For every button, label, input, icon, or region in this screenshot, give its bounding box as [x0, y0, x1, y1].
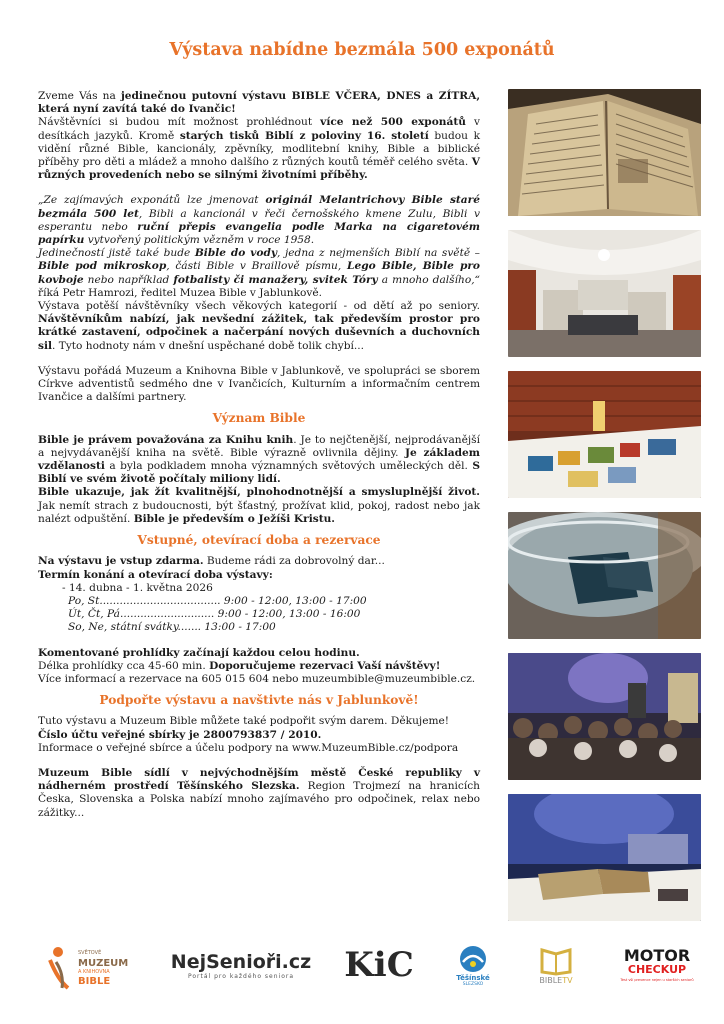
photo-water-bible: [508, 512, 701, 639]
photo-night-display: [508, 794, 701, 921]
nejsenior-wordmark: NejSenioři.cz: [170, 950, 312, 973]
photo-column: [508, 89, 701, 935]
photo-audience: [508, 653, 701, 780]
page-title: Výstava nabídne bezmála 500 exponátů: [169, 40, 555, 60]
visitors-paragraph: Výstava potěší návštěvníky všech věkových kategorií - od dětí až po seniory. Návštěvníkům nabízí, jak nevšední zážitek, tak především prostor pro krátké zastavení, odpočinek a načerpání nových duševních a duchovních sil. Tyto hodnoty nám v dnešní uspěchané době tolik chybí...: [38, 300, 480, 352]
logo-motor-checkup: MOTOR CHECKUP Test vší prevence nejen u starších seniorů: [620, 946, 694, 982]
svg-text:MUZEUM: MUZEUM: [78, 958, 129, 969]
entry-free: Na výstavu je vstup zdarma. Budeme rádi za dobrovolný dar...: [38, 555, 385, 568]
tours-length: Délka prohlídky cca 45-60 min. Doporučujeme rezervaci Vaší návštěvy!: [38, 659, 441, 672]
hours-row-2: Út, Čt, Pá............................ 9:00 - 12:00, 13:00 - 16:00: [68, 608, 361, 621]
organizer-paragraph: Výstavu pořádá Muzeum a Knihovna Bible v Jablunkově, ve spolupráci se sborem Církve adventistů sedmého dne v Ivančicích, Kulturním a informačním centrem Ivančice a dalšími partnery.: [38, 364, 480, 404]
nejsenior-tagline: Portál pro každého seniora: [187, 972, 295, 980]
quote-paragraph-2: Jedinečností jistě také bude Bible do vody, jedna z nejmenších Biblí na světě – Bible pod mikroskop, části Bible v Braillově písmu, Lego Bible, Bible pro kovboje nebo například fotbalisty či manažery, svitek Tóry a mnoho dalšího,“ říká Petr Hamrozi, ředitel Muzea Bible v Jablunkově.: [38, 247, 480, 299]
support-account: Číslo účtu veřejné sbírky je 2800793837 / 2010.: [38, 728, 322, 741]
support-line-1: Tuto výstavu a Muzeum Bible můžete také podpořit svým darem. Děkujeme!: [38, 715, 450, 728]
photo-exhibition-hall: [508, 230, 701, 357]
svg-text:BIBLE: BIBLE: [78, 976, 111, 987]
quote-paragraph-1: „Ze zajímavých exponátů lze jmenovat originál Melantrichovy Bible staré bezmála 500 let, Bibli a kancionál v řeči černošského kmene Zulu, Bibli v esperantu nebo ruční přepis evangelia podle Marka na cigaretovém papírku vytvořený politickým vězněm v roce 1958.: [38, 194, 480, 247]
intro-paragraph-2: Návštěvníci si budou mít možnost prohlédnout více než 500 exponátů v desítkách jazyků. Kromě starých tisků Biblí z poloviny 16. století budou k vidění různé Bible, kancionály, zpěvníky, modlitební knihy, Bible a biblické příběhy pro děti a mládež a mnoho dalšího z různých koutů téměř celého světa. V různých provedeních nebo se silnými životními příběhy.: [38, 116, 480, 182]
entry-dates-label: Termín konání a otevírací doba výstavy:: [38, 568, 273, 581]
partner-logos: [38, 935, 698, 995]
section-heading-meaning: Význam Bible: [212, 411, 306, 426]
logo-nejsenior: [166, 935, 316, 995]
contact-info: Více informací a rezervace na 605 015 604 nebo muzeumbible@muzeumbible.cz.: [38, 672, 476, 685]
svg-text:SVĚTOVÉ: SVĚTOVÉ: [78, 950, 102, 956]
entry-date-range: - 14. dubna - 1. května 2026: [62, 581, 213, 594]
logo-muzeum-bible: [38, 935, 138, 995]
bible-tv-icon: [538, 946, 574, 976]
tesinske-emblem-icon: [453, 944, 493, 974]
hours-row-3: So, Ne, státní svátky....... 13:00 - 17:00: [68, 621, 276, 634]
muzeum-bible-icon: [38, 940, 138, 990]
logo-kic: KiC: [344, 945, 414, 985]
logo-tesinske-slezsko: Těšínské SLEZSKO: [448, 935, 498, 995]
svg-text:A KNIHOVNA: A KNIHOVNA: [78, 969, 110, 975]
meaning-paragraph-2: Bible ukazuje, jak žít kvalitnější, plnohodnotnější a smysluplnější život. Jak nemít strach z budoucnosti, být šťastný, prožívat klid, pokoj, radost nebo jak nalézt odpuštění. Bible je především o Ježíši Kristu.: [38, 486, 480, 525]
tours-heading: Komentované prohlídky začínají každou celou hodinu.: [38, 646, 360, 659]
hours-row-1: Po, St.................................... 9:00 - 12:00, 13:00 - 17:00: [68, 594, 367, 607]
section-heading-entry: Vstupné, otevírací doba a rezervace: [137, 533, 381, 548]
main-text-column: [38, 90, 480, 820]
photo-book-tables: [508, 371, 701, 498]
intro-paragraph-1: Zveme Vás na jedinečnou putovní výstavu BIBLE VČERA, DNES a ZÍTRA, která nyní zavítá také do Ivančic!: [38, 90, 481, 116]
support-info: Informace o veřejné sbírce a účelu podpory na www.MuzeumBible.cz/podpora: [38, 741, 459, 754]
photo-old-bible: [508, 89, 701, 216]
museum-location: Muzeum Bible sídlí v nejvýchodnějším městě České republiky v nádherném prostředí Těšínského Slezska. Region Trojmezí na hranicích Česka, Slovenska a Polska nabízí mnoho zajímavého pro odpočinek, relax nebo zážitky...: [38, 766, 480, 819]
logo-bible-tv: BIBLETV: [531, 935, 581, 995]
section-heading-support: Podpořte výstavu a navštivte nás v Jablunkově!: [99, 693, 419, 708]
meaning-paragraph-1: Bible je právem považována za Knihu knih. Je to nejčtenější, nejprodávanější a nejvydávanější kniha na světě. Bible výrazně ovlivnila dějiny. Je základem vzdělanosti a byla podkladem mnoha významných světových uměleckých děl. S Biblí ve svém životě počítaly miliony lidí.: [38, 433, 481, 486]
